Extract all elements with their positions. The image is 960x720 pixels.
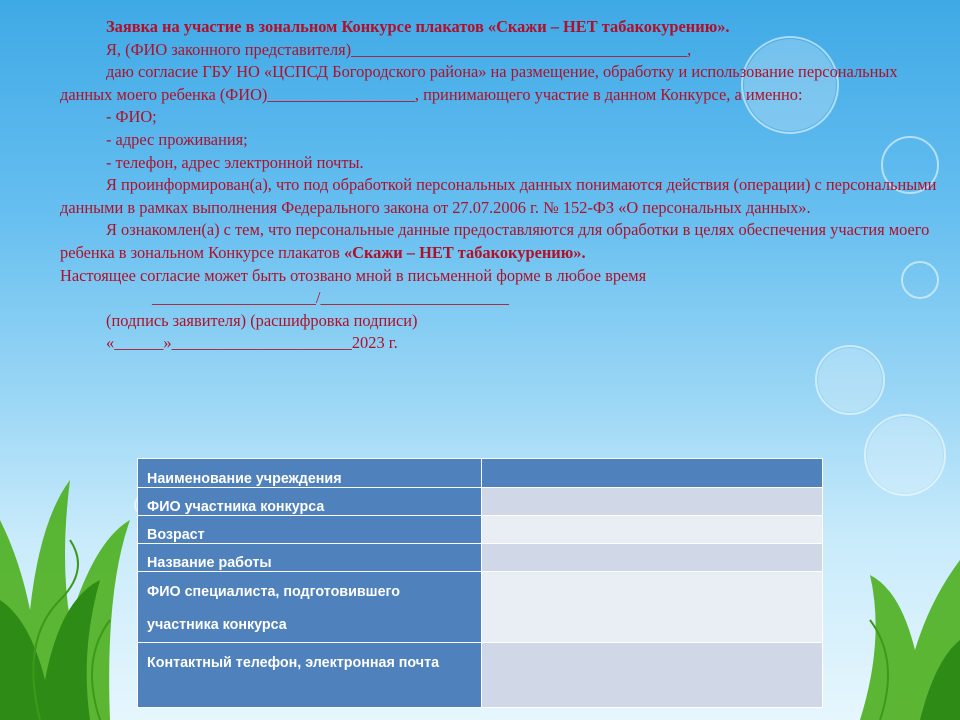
age-value-cell[interactable] <box>482 516 823 544</box>
data-item-contacts: - телефон, адрес электронной почты. <box>106 152 364 172</box>
table-row <box>138 572 823 643</box>
data-item-address: - адрес проживания; <box>106 129 248 149</box>
contest-name: «Скажи – НЕТ табакокурению». <box>343 242 586 262</box>
work-title-value-cell[interactable] <box>482 544 823 572</box>
table-row <box>138 459 823 488</box>
table-row <box>138 544 823 572</box>
participant-form-table <box>137 458 823 708</box>
data-item-name: - ФИО; <box>106 107 157 127</box>
revocation-line: Настоящее согласие может быть отозвано мной в письменной форме в любое время <box>60 265 647 285</box>
contact-value-cell[interactable] <box>482 643 823 708</box>
consent-paragraph: даю согласие ГБУ НО «ЦСПСД Богородского района» на размещение, обработку и использование персональных данных моего ребенка (ФИО)__________________, принимающего участие в данном Конкурсе, а именно: <box>60 62 898 104</box>
table-row <box>138 643 823 708</box>
informed-paragraph: Я проинформирован(а), что под обработкой персональных данных понимаются действия (операции) с персональными данными в рамках выполнения Федерального закона от 27.07.2006 г. № 152-ФЗ «О персональных данных». <box>60 175 937 217</box>
field-label: Название работы <box>138 544 482 572</box>
institution-value-cell[interactable] <box>482 459 823 488</box>
acknowledged-text: Я ознакомлен(а) с тем, что персональные данные предоставляются для обработки в целях обеспечения участия моего ребенка в зональном Конкурсе плакатов <box>60 220 930 262</box>
bubble-icon <box>865 415 945 495</box>
acknowledged-paragraph <box>60 219 940 264</box>
field-label: ФИО участника конкурса <box>138 488 482 516</box>
table-row <box>138 516 823 544</box>
bubble-icon <box>816 346 884 414</box>
grass-left-icon <box>0 480 130 720</box>
field-label: ФИО специалиста, подготовившего участника конкурса <box>138 572 482 643</box>
table-row <box>138 488 823 516</box>
field-label: Возраст <box>138 516 482 544</box>
field-label: Наименование учреждения <box>138 459 482 488</box>
specialist-name-value-cell[interactable] <box>482 572 823 643</box>
guardian-line: Я, (ФИО законного представителя)_________________________________________, <box>106 39 692 59</box>
document-title: Заявка на участие в зональном Конкурсе плакатов «Скажи – НЕТ табакокурению». <box>106 17 730 36</box>
signature-line: ____________________/_______________________ <box>152 288 509 308</box>
signature-caption: (подпись заявителя) (расшифровка подписи) <box>106 310 418 330</box>
field-label: Контактный телефон, электронная почта <box>138 643 482 708</box>
date-line: «______»______________________2023 г. <box>106 333 398 353</box>
consent-document <box>60 16 940 355</box>
participant-name-value-cell[interactable] <box>482 488 823 516</box>
grass-right-icon <box>860 560 960 720</box>
